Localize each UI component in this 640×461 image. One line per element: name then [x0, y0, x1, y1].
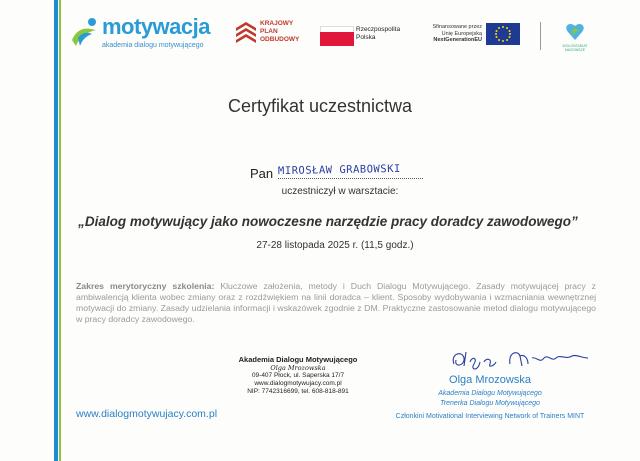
- stamp-address: 09-407 Płock, ul. Saperska 17/7: [251, 372, 345, 379]
- rp-text: [356, 26, 400, 42]
- logo-subtitle: akademia dialogu motywującego: [102, 42, 204, 49]
- poland-flag-red: [320, 32, 354, 46]
- eu-flag-icon: [486, 23, 520, 45]
- kpo-logo: [236, 20, 316, 50]
- company-stamp: [234, 356, 362, 396]
- scope-label: Zakres merytoryczny szkolenia:: [76, 281, 215, 291]
- leaf-heart-icon: [560, 22, 590, 44]
- eu-line-3: NextGenerationEU: [433, 37, 482, 43]
- signatory-name: Olga Mrozowska: [449, 374, 531, 386]
- workshop-title: „Dialog motywujący jako nowoczesne narzędzie pracy doradcy zawodowego”: [78, 214, 578, 229]
- eu-line-1: Sfinansowane przez: [432, 24, 482, 30]
- rp-line-1: Rzeczpospolita: [356, 26, 401, 33]
- kpo-line-1: KRAJOWY: [260, 20, 294, 27]
- participant-line: [250, 162, 450, 186]
- certificate-title: Certyfikat uczestnictwa: [227, 96, 413, 116]
- left-accent-bar: [54, 0, 58, 461]
- dotted-line: [278, 178, 423, 179]
- logo-wordmark: motywacja: [102, 14, 210, 39]
- motywacja-logo: [68, 12, 218, 56]
- handwritten-signature: [448, 344, 598, 374]
- kpo-text: [260, 20, 299, 44]
- person-leaf-icon: [68, 16, 102, 50]
- footer-website-link[interactable]: www.dialogmotywujacy.com.pl: [76, 408, 218, 420]
- header-divider: [540, 22, 541, 50]
- kpo-line-3: ODBUDOWY: [260, 36, 300, 43]
- stamp-title: Akademia Dialogu Motywującego: [238, 355, 358, 364]
- wolontariat-text: WOLONTARIAT MAZOWSZE: [562, 44, 588, 52]
- signatory-role-2: Trenerka Dialogu Motywującego: [440, 400, 540, 407]
- signatory-role-1: Akademia Dialogu Motywującego: [438, 390, 542, 397]
- rp-line-2: Polska: [356, 34, 376, 41]
- participated-text: uczestniczył w warsztacie:: [281, 186, 399, 197]
- pan-label: Pan: [250, 166, 274, 181]
- kpo-stripes-icon: [236, 22, 256, 44]
- rp-logo: [320, 20, 401, 50]
- workshop-date: 27-28 listopada 2025 r. (11,5 godz.): [256, 240, 414, 251]
- stamp-nip: NIP: 7742316699, tel. 608-818-891: [247, 388, 349, 395]
- stamp-web: www.dialogmotywujacy.com.pl: [254, 380, 342, 387]
- participant-name: MIROSŁAW GRABOWSKI: [277, 162, 401, 178]
- mint-membership: Członkini Motivational Interviewing Network of Trainers MINT: [395, 413, 585, 420]
- stamp-name: Olga Mrozowska: [270, 364, 326, 372]
- eu-line-2: Unię Europejską: [441, 30, 482, 37]
- scope-text: Kluczowe założenia, metody i Duch Dialogu Motywującego. Zasady motywującej pracy z ambiwalencją klienta wobec zmiany oraz z rozdźwiękiem na linii doradca – klient. Sposoby wydobywania i wzmacniania wewnętrznej motywacji do zmiany. Zasady udzielania informacji i wskazówek zgodnie z DM. Praktyczne zastosowanie metod dialogu motywującego w pracy doradcy zawodowego.: [76, 281, 596, 324]
- wolontariat-logo: [560, 22, 590, 52]
- scope-paragraph: [76, 281, 596, 325]
- header-logos: [68, 10, 628, 58]
- kpo-line-2: PLAN: [260, 28, 278, 35]
- eu-text: [412, 24, 482, 44]
- eu-logo: [412, 20, 522, 50]
- left-accent-bar-green: [59, 0, 61, 461]
